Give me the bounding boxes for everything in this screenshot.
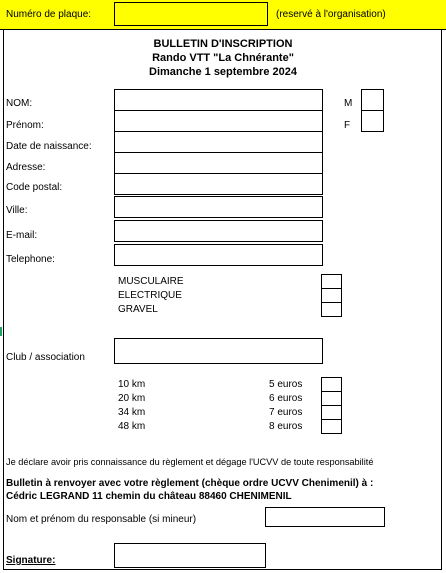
plate-number-field[interactable] xyxy=(114,2,268,26)
naissance-label: Date de naissance: xyxy=(6,141,92,152)
distance-checkbox-3[interactable] xyxy=(321,405,342,420)
declaration-text: Je déclare avoir pris connaissance du règlement et dégage l'UCVV de toute responsabilité xyxy=(6,457,374,467)
code-postal-field[interactable] xyxy=(114,173,323,195)
distance-price-3: 7 euros xyxy=(269,407,303,418)
signature-label: Signature: xyxy=(6,555,56,566)
sex-f-label: F xyxy=(344,120,351,131)
category-label-3: GRAVEL xyxy=(118,304,158,315)
prenom-field[interactable] xyxy=(114,110,323,132)
adresse-label: Adresse: xyxy=(6,162,46,173)
form-title xyxy=(0,37,446,79)
telephone-label: Telephone: xyxy=(6,254,55,265)
distance-km-2: 20 km xyxy=(118,393,146,404)
nom-label: NOM: xyxy=(6,98,33,109)
return-note-line-2: Cédric LEGRAND 11 chemin du château 88460 CHENIMENIL xyxy=(6,491,292,502)
email-field[interactable] xyxy=(114,220,323,242)
responsible-label: Nom et prénom du responsable (si mineur) xyxy=(6,514,197,525)
prenom-label: Prénom: xyxy=(6,120,44,131)
category-label-2: ELECTRIQUE xyxy=(118,290,182,301)
code-postal-label: Code postal: xyxy=(6,182,63,193)
email-label: E-mail: xyxy=(6,230,38,241)
responsible-field[interactable] xyxy=(265,507,385,527)
title-line-2: Rando VTT "La Chnérante" xyxy=(152,52,294,64)
cell-marker xyxy=(0,327,2,336)
return-note xyxy=(6,477,373,503)
org-note: (reservé à l'organisation) xyxy=(276,9,386,20)
distance-km-4: 48 km xyxy=(118,421,146,432)
category-checkbox-1[interactable] xyxy=(321,274,342,289)
nom-field[interactable] xyxy=(114,89,323,111)
distance-checkbox-1[interactable] xyxy=(321,377,342,392)
sex-m-checkbox[interactable] xyxy=(361,89,384,111)
sex-f-checkbox[interactable] xyxy=(361,110,384,132)
title-line-3: Dimanche 1 septembre 2024 xyxy=(149,66,297,78)
telephone-field[interactable] xyxy=(114,244,323,266)
category-checkbox-2[interactable] xyxy=(321,288,342,303)
category-label-1: MUSCULAIRE xyxy=(118,276,184,287)
title-line-1: BULLETIN D'INSCRIPTION xyxy=(153,38,293,50)
distance-price-4: 8 euros xyxy=(269,421,303,432)
distance-price-2: 6 euros xyxy=(269,393,303,404)
distance-price-1: 5 euros xyxy=(269,379,303,390)
naissance-field[interactable] xyxy=(114,131,323,153)
plate-label: Numéro de plaque: xyxy=(6,9,92,20)
return-note-line-1: Bulletin à renvoyer avec votre règlement (chèque ordre UCVV Chenimenil) à : xyxy=(6,478,374,489)
distance-checkbox-4[interactable] xyxy=(321,419,342,434)
signature-field[interactable] xyxy=(114,543,266,568)
adresse-field[interactable] xyxy=(114,152,323,174)
club-label: Club / association xyxy=(6,352,85,363)
sex-m-label: M xyxy=(344,98,353,109)
distance-km-1: 10 km xyxy=(118,379,146,390)
ville-field[interactable] xyxy=(114,196,323,218)
distance-checkbox-2[interactable] xyxy=(321,391,342,406)
distance-km-3: 34 km xyxy=(118,407,146,418)
category-checkbox-3[interactable] xyxy=(321,302,342,317)
club-field[interactable] xyxy=(114,338,323,364)
ville-label: Ville: xyxy=(6,205,28,216)
